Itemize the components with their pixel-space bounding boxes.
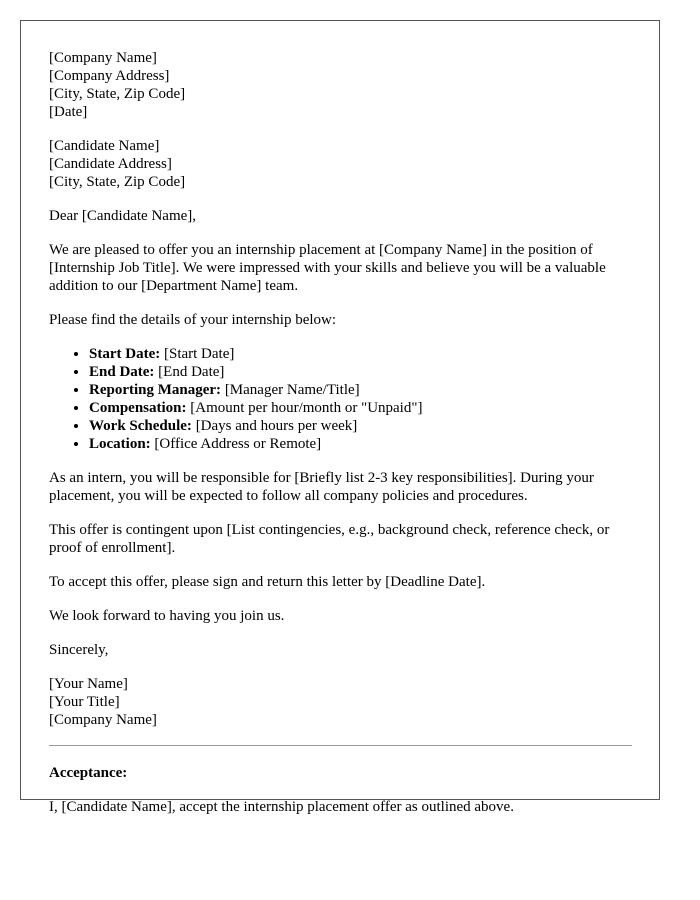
contingency-paragraph: This offer is contingent upon [List contingencies, e.g., background check, reference check, or proof of enrollment]. [49, 522, 610, 556]
signer-company-name: [Company Name] [49, 712, 157, 728]
details-intro-paragraph: Please find the details of your internship below: [49, 312, 337, 328]
detail-value: [Office Address or Remote] [150, 436, 322, 452]
detail-value: [Manager Name/Title] [221, 382, 360, 398]
accept-instructions-paragraph: To accept this offer, please sign and return this letter by [Deadline Date]. [49, 574, 486, 590]
closing-remark-paragraph: We look forward to having you join us. [49, 608, 285, 624]
sender-address-block [49, 49, 633, 121]
detail-value: [End Date] [154, 364, 225, 380]
detail-reporting-manager [89, 381, 633, 399]
detail-label: Reporting Manager: [89, 382, 222, 398]
detail-value: [Days and hours per week] [191, 418, 358, 434]
recipient-address: [Candidate Address] [49, 156, 172, 172]
sender-company-address: [Company Address] [49, 68, 170, 84]
signer-name: [Your Name] [49, 676, 128, 692]
letter-content [49, 49, 633, 816]
detail-label: Compensation: [89, 400, 187, 416]
signature-block [49, 675, 633, 729]
responsibilities-paragraph: As an intern, you will be responsible for [Briefly list 2-3 key responsibilities]. During your placement, you will be expected to follow all company policies and procedures. [49, 470, 594, 504]
acceptance-heading: Acceptance: [49, 765, 128, 781]
closing: Sincerely, [49, 642, 109, 658]
recipient-name: [Candidate Name] [49, 138, 160, 154]
detail-start-date [89, 345, 633, 363]
sender-company-name: [Company Name] [49, 50, 157, 66]
recipient-city-state-zip: [City, State, Zip Code] [49, 174, 186, 190]
detail-end-date [89, 363, 633, 381]
detail-compensation [89, 399, 633, 417]
sender-city-state-zip: [City, State, Zip Code] [49, 86, 186, 102]
acceptance-statement: I, [Candidate Name], accept the internship placement offer as outlined above. [49, 799, 514, 815]
intro-paragraph: We are pleased to offer you an internship placement at [Company Name] in the position of [Internship Job Title]. We were impressed with your skills and believe you will be a valuable addition to our [Department Name] team. [49, 242, 606, 294]
detail-work-schedule [89, 417, 633, 435]
recipient-address-block [49, 137, 633, 191]
internship-details-list [49, 345, 633, 453]
detail-value: [Start Date] [160, 346, 235, 362]
signer-title: [Your Title] [49, 694, 120, 710]
section-divider [49, 745, 632, 746]
letter-date: [Date] [49, 104, 88, 120]
letter-page [20, 20, 660, 815]
detail-location [89, 435, 633, 453]
detail-label: End Date: [89, 364, 155, 380]
detail-label: Start Date: [89, 346, 161, 362]
detail-value: [Amount per hour/month or "Unpaid"] [186, 400, 423, 416]
detail-label: Work Schedule: [89, 418, 192, 434]
detail-label: Location: [89, 436, 151, 452]
salutation: Dear [Candidate Name], [49, 208, 197, 224]
